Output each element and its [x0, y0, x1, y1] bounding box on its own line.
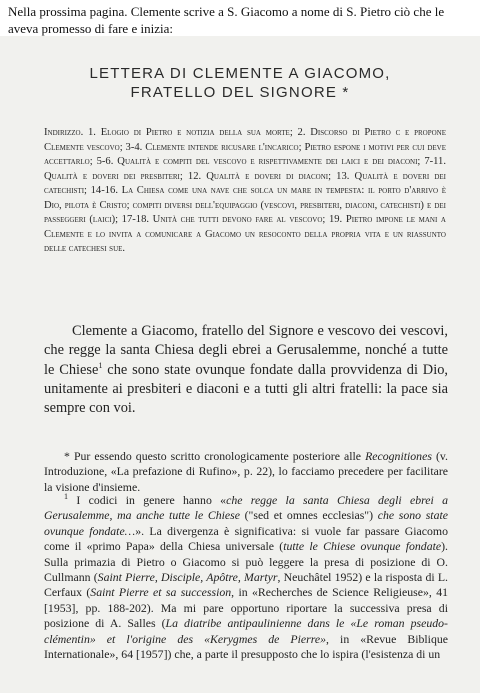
letter-body: [44, 322, 448, 418]
footnote-1-italic-run: che sono state ovunque fondate…: [44, 508, 448, 538]
footnote-1-text-run: I codici in genere hanno «: [68, 493, 227, 507]
intro-text: Nella prossima pagina. Clemente scrive a S. Giacomo a nome di S. Pietro ciò che le aveva promesso di fare e inizia:: [8, 4, 445, 36]
footnote-1-italic-run: che regge la santa Chiesa degli ebrei a Gerusalemme, ma anche tutte le Chiese: [44, 493, 449, 523]
footnote-star-text: * Pur essendo questo scritto cronologicamente posteriore alle: [64, 449, 366, 463]
footnote-star-work: Recognitiones: [365, 449, 432, 463]
footnote-1: [44, 493, 448, 662]
footnote-1-italic-run: Saint Pierre et sa succession: [90, 585, 232, 600]
footnote-1-text-run: ("sed et omnes ecclesias"): [239, 508, 378, 523]
footnote-1-text-run: , Neuchâtel 1952) e la risposta di L. Cerfaux (: [44, 570, 448, 600]
letter-body-text-end: che sono state ovunque fondate dalla provvidenza di Dio, unitamente ai presbiteri e diaconi e a tutti gli altri fratelli: la pace sia sempre con voi.: [44, 361, 448, 417]
footnote-star-text-end: (v. Introduzione, «La prefazione di Rufino», p. 22), lo facciamo precedere per facilitare la visione d'insieme.: [44, 449, 448, 494]
footnote-1-text-run: ». La divergenza è significativa: si vuole far passare Giacomo come il «primo Papa» della Chiesa universale (: [44, 523, 448, 554]
footnote-1-italic-run: tutte le Chiese ovunque fondate: [283, 539, 442, 554]
footnote-1-marker: 1: [64, 492, 68, 502]
letter-body-text: Clemente a Giacomo, fratello del Signore e vescovo dei vescovi, che regge la santa Chiesa degli ebrei a Gerusalemme, nonché a tutte le Chiese: [44, 323, 448, 378]
footnote-ref-1: 1: [98, 360, 103, 370]
footnote-1-text-run: ). Sulla primazia di Pietro o Giacomo si può leggere la presa di posizione di O. Cullmann (: [44, 539, 449, 585]
letter-summary: Indirizzo. 1. Elogio di Pietro e notizia della sua morte; 2. Discorso di Pietro c e propone Clemente vescovo; 3-4. Clemente intende ricusare l'incarico; Pietro espone i motivi per cui deve accettarlo; 5-6. Qualità e compiti del vescovo e rispettivamente dei laici e dei diaconi; 7-11. Qualità e doveri dei presbiteri; 12. Qualità e doveri di diaconi; 13. Qualità e doveri dei catechisti; 14-16. La Chiesa come una nave che solca un mare in tempesta: il porto d'arrivo è Dio, pilota è Cristo; compiti diversi dell'equipaggio (vescovi, presbiteri, diaconi, catechisti) e dei passeggeri (laici); 17-18. Unità che tutti devono fare al vescovo; 19. Pietro impone le mani a Clemente e lo invita a comunicare a Giacomo un resoconto della propria vita e un riassunto delle catechesi sue.: [44, 127, 446, 254]
letter-title-line1: LETTERA DI CLEMENTE A GIACOMO,: [89, 65, 391, 82]
footnote-1-italic-run: La diatribe antipaulinienne dans le «Le roman pseudo-clémentin» et l'origine des «Kerygmes de Pierre»: [44, 616, 448, 646]
scanned-page: [0, 36, 480, 693]
footnote-1-italic-run: Saint Pierre, Disciple, Apôtre, Martyr: [97, 570, 278, 585]
footnote-1-text-run: , in «Revue Biblique Internationale», 64 [1957]) che, a parte il presupposto che lo ispira (l'esistenza di un: [44, 631, 448, 662]
letter-title-line2: FRATELLO DEL SIGNORE *: [130, 84, 350, 101]
footnote-1-text-run: , in «Recherches de Science Religieuse», 41 [1953], pp. 188-202). Ma mi pare opportuno riportare la successiva presa di posizione di A. Salles (: [44, 585, 449, 631]
footnote-star: [44, 449, 448, 495]
